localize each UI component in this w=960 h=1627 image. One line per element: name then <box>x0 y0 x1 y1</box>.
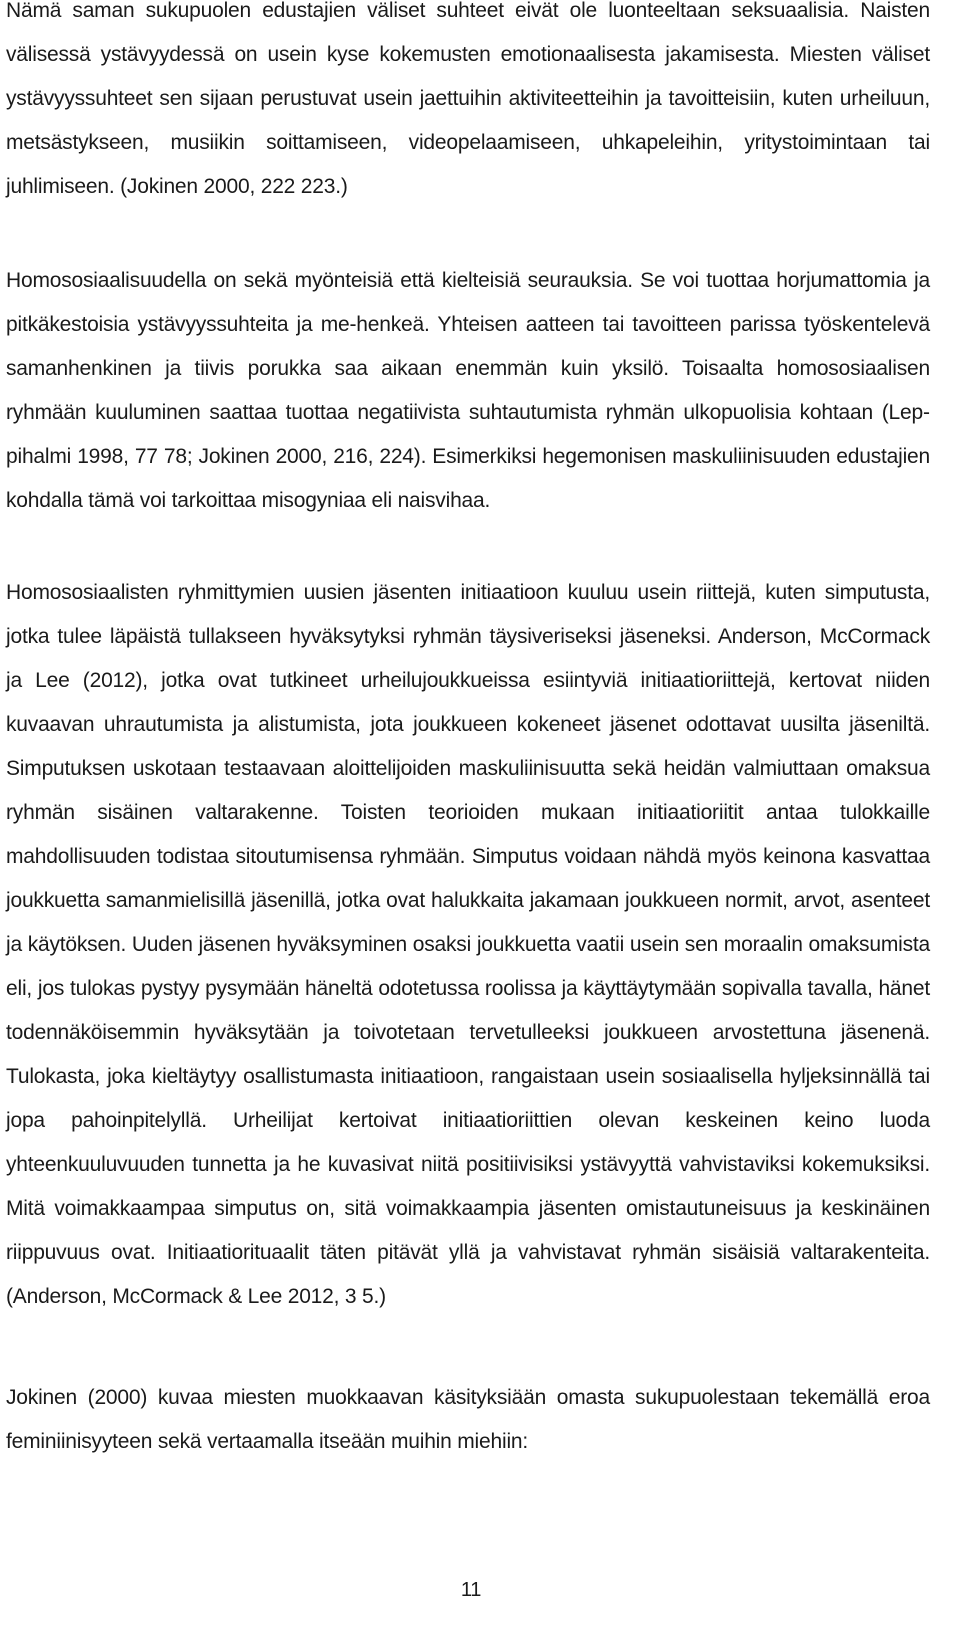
paragraph-initiation-rites: Homososiaalisten ryhmittymien uusien jäsenten initiaatioon kuuluu usein riittejä, kuten simputusta, jotka tulee läpäistä tullakseen hyväksytyksi ryhmän täysiveriseksi jäseneksi. Anderson, McCormack ja Lee (2012), jotka ovat tutkineet urheilujoukkueissa esiintyviä initiaatioriittejä, kertovat niiden kuvaavan uhrautumista ja alistumista, jota joukkueen kokeneet jäsenet odottavat uusilta jäseniltä. Simputuksen uskotaan testaavaan aloittelijoiden maskuliinisuutta sekä heidän valmiuttaan omaksua ryhmän sisäinen valtarakenne. Toisten teorioiden mukaan initiaatioriitit antaa tulokkaille mahdollisuuden todistaa sitoutumisensa ryhmään. Simputus voidaan nähdä myös keinona kasvattaa joukkuetta samanmielisillä jäsenillä, jotka ovat halukkaita jakamaan joukkueen normit, arvot, asenteet ja käytöksen. Uuden jäsenen hyväksyminen osaksi joukkuetta vaatii usein sen moraalin omaksumista eli, jos tulokas pystyy pysymään häneltä odotetussa roolissa ja käyttäytymään sopivalla tavalla, hänet todennäköisemmin hyväksytään ja toivotetaan tervetulleeksi joukkueen arvostettuna jäsenenä. Tulokasta, joka kieltäytyy osallistumasta initiaatioon, rangaistaan usein sosiaalisella hyljeksinnällä tai jopa pahoinpitelyllä. Urheilijat kertoivat initiaatioriittien olevan keskeinen keino luoda yhteenkuuluvuuden tunnetta ja he kuvasivat niitä positiivisiksi ystävyyttä vahvistaviksi kokemuksiksi. Mitä voimakkaampaa simputus on, sitä voimakkaampia jäsenten omistautuneisuus ja keskinäinen riippuvuus ovat. Initiaatiorituaalit täten pitävät yllä ja vahvistavat ryhmän sisäisiä valtarakenteita. (Anderson, McCormack & Lee 2012, 3 5.) <box>6 581 930 1308</box>
paragraph-homosociality-effects: Homososiaalisuudella on sekä myönteisiä että kielteisiä seurauksia. Se voi tuottaa horjumattomia ja pitkäkestoisia ystävyyssuhteita ja me-henkeä. Yhteisen aatteen tai tavoitteen parissa työskentelevä samanhenkinen ja tiivis porukka saa aikaan enemmän kuin yksilö. Toisaalta homososiaalisen ryhmään kuuluminen saattaa tuottaa negatiivista suhtautumista ryhmän ulkopuolisia kohtaan (Leppihalmi 1998, 77 78; Jokinen 2000, 216, 224). Esimerkiksi hegemonisen maskuliinisuuden edustajien kohdalla tämä voi tarkoittaa misogyniaa eli naisvihaa. <box>6 269 930 512</box>
paragraph-jokinen-intro: Jokinen (2000) kuvaa miesten muokkaavan käsityksiään omasta sukupuolestaan tekemällä eroa feminiinisyyteen sekä vertaamalla itseään muihin miehiin: <box>6 1386 930 1453</box>
document-page <box>6 0 930 1627</box>
paragraph-friendship: Nämä saman sukupuolen edustajien väliset suhteet eivät ole luonteeltaan seksuaalisia. Naisten välisessä ystävyydessä on usein kyse kokemusten emotionaalisesta jakamisesta. Miesten väliset ystävyyssuhteet sen sijaan perustuvat usein jaettuihin aktiviteetteihin ja tavoitteisiin, kuten urheiluun, metsästykseen, musiikin soittamiseen, videopelaamiseen, uhkapeleihin, yritystoimintaan tai juhlimiseen. (Jokinen 2000, 222 223.) <box>6 0 930 198</box>
page-number: 11 <box>460 1579 482 1601</box>
